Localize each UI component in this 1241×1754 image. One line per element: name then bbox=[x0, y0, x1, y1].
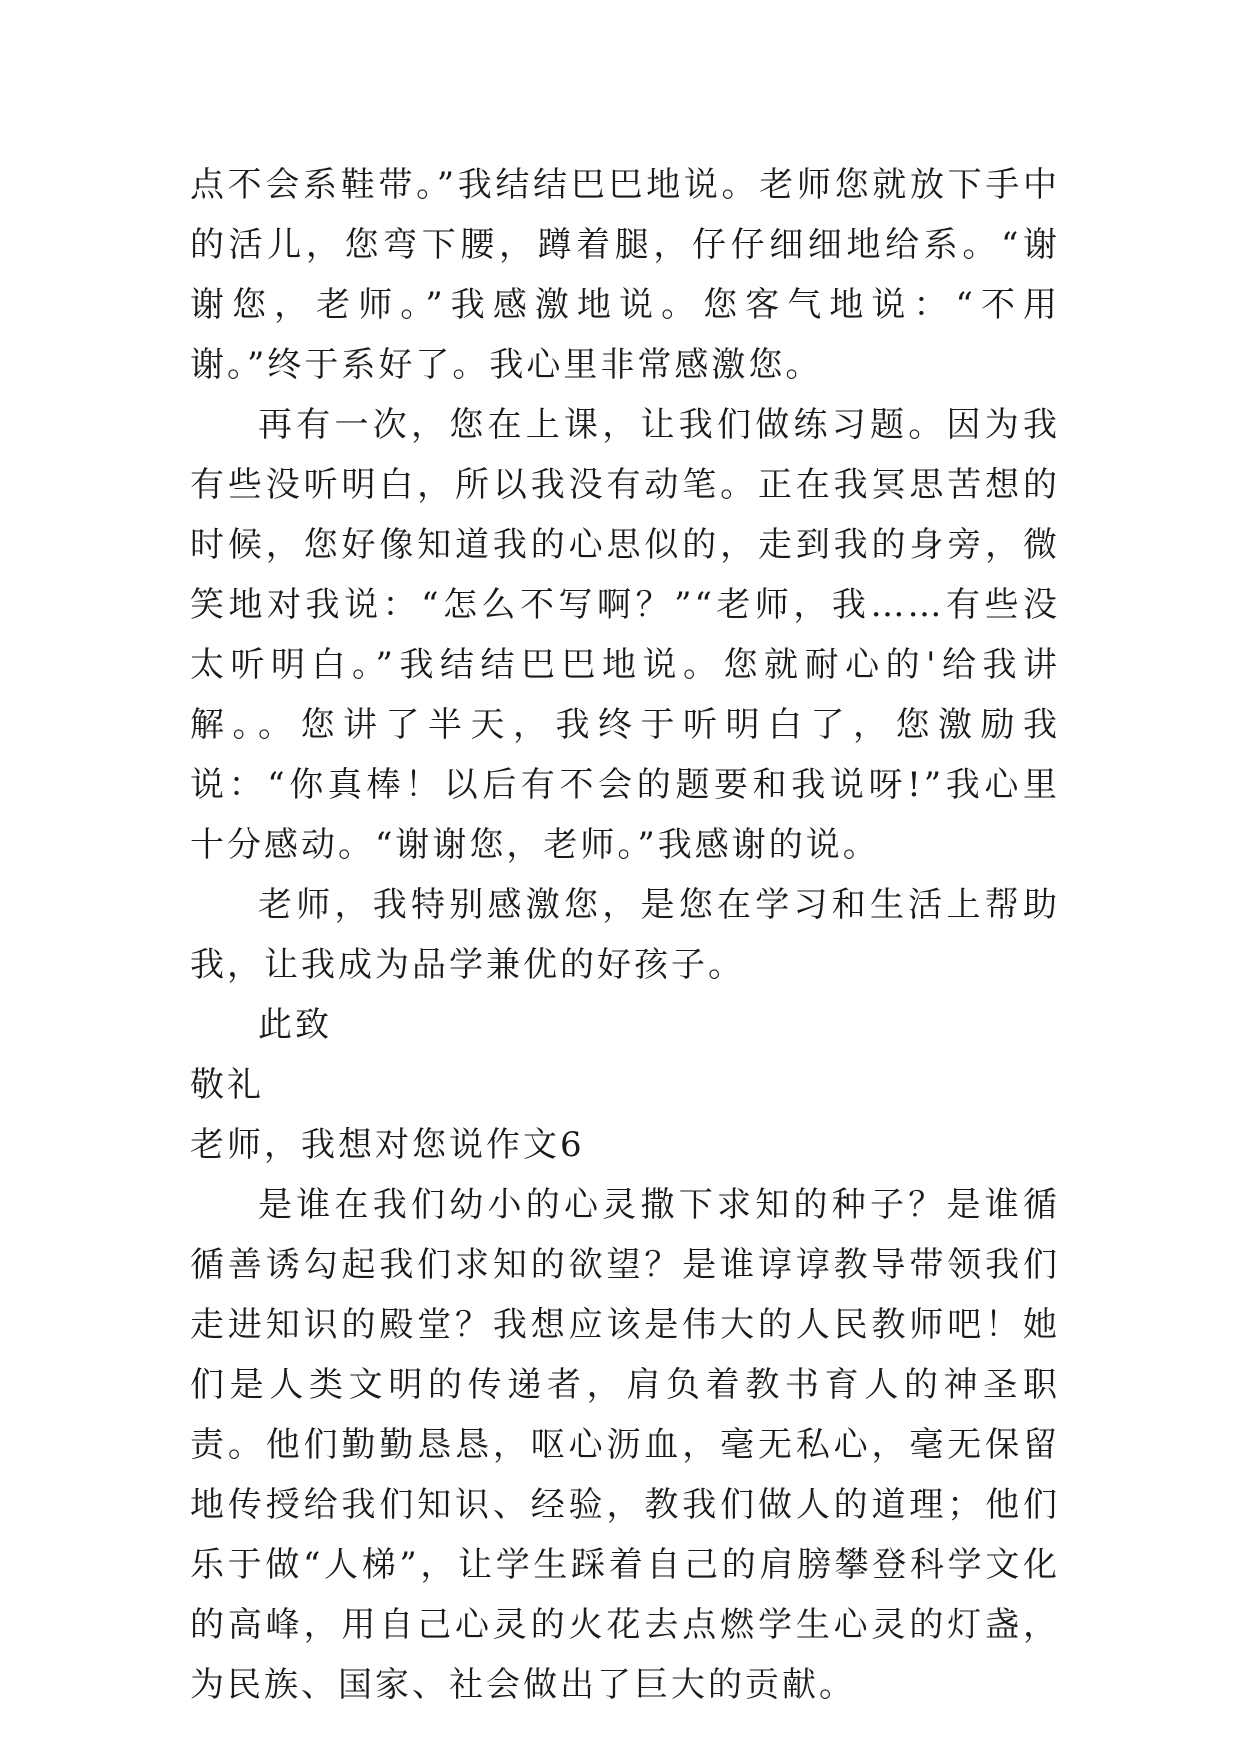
paragraph-gratitude: 老师，我特别感激您，是您在学习和生活上帮助我，让我成为品学兼优的好孩子。 bbox=[190, 885, 1060, 985]
paragraph-exercise: 再有一次，您在上课，让我们做练习题。因为我有些没听明白，所以我没有动笔。正在我冥思苦想的时候，您好像知道我的心思似的，走到我的身旁，微笑地对我说：“怎么不写啊？”“老师，我……有些没太听明白。”我结结巴巴地说。您就耐心的'给我讲解。。您讲了半天，我终于听明白了，您激励我说：“你真棒！以后有不会的题要和我说呀!”我心里十分感动。“谢谢您，老师。”我感谢的说。 bbox=[190, 405, 1060, 865]
paragraph-shoelace: 点不会系鞋带。”我结结巴巴地说。老师您就放下手中的活儿，您弯下腰，蹲着腿，仔仔细细地给系。“谢谢您，老师。”我感激地说。您客气地说：“不用谢。”终于系好了。我心里非常感激您。 bbox=[190, 165, 1060, 385]
closing-salutation: 此致 bbox=[258, 1005, 332, 1045]
closing-regards: 敬礼 bbox=[190, 1065, 264, 1105]
essay-title: 老师，我想对您说作文6 bbox=[190, 1125, 585, 1165]
document-body bbox=[190, 155, 1060, 1715]
paragraph-great-teachers: 是谁在我们幼小的心灵撒下求知的种子？是谁循循善诱勾起我们求知的欲望？是谁谆谆教导带领我们走进知识的殿堂？我想应该是伟大的人民教师吧！她们是人类文明的传递者，肩负着教书育人的神圣职责。他们勤勤恳恳，呕心沥血，毫无私心，毫无保留地传授给我们知识、经验，教我们做人的道理；他们乐于做“人梯”，让学生踩着自己的肩膀攀登科学文化的高峰，用自己心灵的火花去点燃学生心灵的灯盏，为民族、国家、社会做出了巨大的贡献。 bbox=[190, 1185, 1060, 1705]
